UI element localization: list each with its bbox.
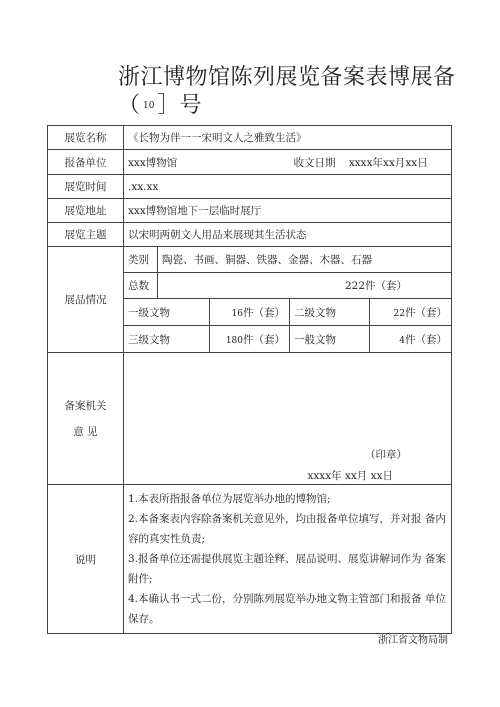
received-date-cell [290, 150, 452, 175]
exhibition-name-label: 展览名称 [48, 126, 124, 150]
exhibits-label: 展品情况 [48, 247, 124, 353]
opinion-date: xxxx年 xx月 xx日 [307, 470, 393, 482]
row-notes [48, 485, 452, 634]
seal-label: （印章） [365, 449, 407, 461]
general-unit: 件（套） [405, 333, 447, 346]
notes-content [124, 485, 452, 634]
row-exhibition-theme [48, 223, 452, 247]
number-suffix: ］号 [157, 93, 202, 118]
form-title: 浙江博物馆陈列展览备案表博展备 [118, 65, 456, 90]
general-count-cell[interactable] [370, 326, 452, 353]
grade1-unit: 件（套） [243, 306, 285, 319]
open-bracket: （ [118, 93, 141, 118]
note-item: 1.本表所指报备单位为展览举办地的博物馆; [128, 493, 331, 505]
grade2-label: 二级文物 [290, 299, 370, 326]
issuer-footer: 浙江省文物局制 [378, 635, 448, 646]
exhibition-time-value[interactable]: .xx.xx [124, 175, 452, 199]
total-label: 总数 [124, 273, 158, 299]
reporting-unit-value[interactable]: xxx博物馆 [124, 150, 290, 175]
received-date-label: 收文日期 [293, 156, 336, 169]
category-value[interactable]: 陶瓷、书画、铜器、铁器、金器、木器、石器 [158, 247, 452, 273]
note-item: 2.本备案表内容除备案机关意见外，均由报备单位填写，并对报 备内容的真实性负责; [128, 513, 446, 545]
filing-opinion-label-line1: 备案机关 [64, 399, 107, 412]
reporting-unit-label: 报备单位 [48, 150, 124, 175]
general-label: 一般文物 [290, 326, 370, 353]
received-date-value[interactable]: xxxx年xx月xx日 [348, 156, 428, 169]
filing-opinion-label-line2: 意 见 [73, 425, 98, 438]
row-reporting-unit [48, 150, 452, 175]
exhibition-time-label: 展览时间 [48, 175, 124, 199]
row-exhibition-time [48, 175, 452, 199]
row-exhibition-address [48, 199, 452, 223]
row-filing-opinion [48, 353, 452, 485]
grade2-count: 22 [393, 308, 405, 319]
note-item: 4.本确认书一式二份，分别陈列展览举办地文物主管部门和报备 单位保存。 [128, 593, 446, 625]
category-label: 类别 [124, 247, 158, 273]
form-number: 10 [143, 101, 155, 111]
exhibition-name-value[interactable]: 《长物为伴一一宋明文人之雅致生活》 [124, 126, 452, 150]
grade3-count: 180 [225, 335, 243, 346]
total-value[interactable]: 222件（套） [158, 273, 452, 299]
exhibition-theme-label: 展览主题 [48, 223, 124, 247]
general-count: 4 [399, 335, 405, 346]
row-exhibition-name [48, 126, 452, 150]
exhibition-address-label: 展览地址 [48, 199, 124, 223]
grade1-label: 一级文物 [124, 299, 210, 326]
notes-label: 说明 [48, 485, 124, 634]
grade2-count-cell[interactable] [370, 299, 452, 326]
note-item: 3.报备单位还需提供展览主题诠释、展品说明、展览讲解词作为 备案附件; [128, 553, 446, 585]
row-exhibit-category [48, 247, 452, 273]
grade3-unit: 件（套） [243, 333, 285, 346]
form-number-line [118, 88, 201, 119]
exhibition-theme-value[interactable]: 以宋明两朝文人用品来展现其生活状态 [124, 223, 452, 247]
exhibition-address-value[interactable]: xxx博物馆地下一层临时展厅 [124, 199, 452, 223]
grade2-unit: 件（套） [405, 306, 447, 319]
filing-opinion-label [48, 353, 124, 485]
grade1-count: 16 [231, 308, 243, 319]
filing-opinion-area[interactable] [124, 353, 452, 485]
grade3-label: 三级文物 [124, 326, 210, 353]
filing-form-table [47, 125, 452, 634]
grade3-count-cell[interactable] [210, 326, 290, 353]
grade1-count-cell[interactable] [210, 299, 290, 326]
